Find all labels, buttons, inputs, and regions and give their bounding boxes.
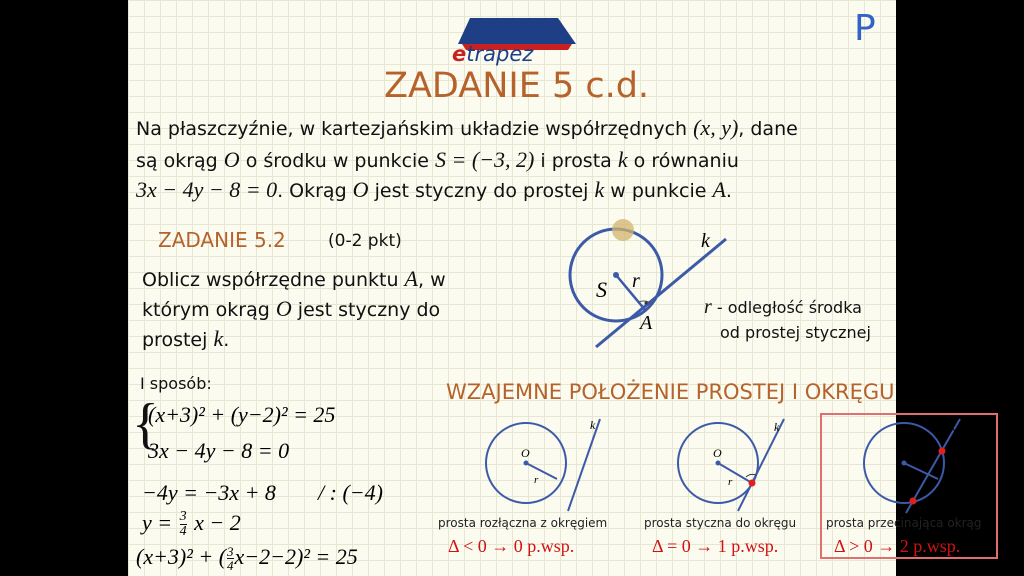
svg-text:r: r <box>534 474 539 486</box>
label-k: k <box>701 230 710 252</box>
tangent-diagram <box>558 215 738 355</box>
cursor-highlight <box>612 219 634 241</box>
case-disjoint-formula: Δ < 0 → 0 p.wsp. <box>448 536 575 556</box>
svg-text:r: r <box>916 476 921 488</box>
case-secant-formula: Δ > 0 → 2 p.wsp. <box>834 536 961 556</box>
equation-4: y = $\frac{3}{4}$ x − 2 <box>142 509 241 540</box>
question-line-1: Oblicz współrzędne punktu A, w <box>142 266 446 291</box>
case-secant-diagram <box>858 415 978 515</box>
legend-line-2: od prostej stycznej <box>720 323 871 342</box>
legend-line-1: r - odległość środka <box>704 296 862 318</box>
subtask-points: (0-2 pkt) <box>328 231 402 251</box>
equation-1: (x+3)² + (y−2)² = 25 <box>148 402 336 427</box>
relations-title: WZAJEMNE POŁOŻENIE PROSTEJ I OKRĘGU <box>446 380 895 404</box>
case-secant-caption: prosta przecinająca okrąg <box>826 516 982 530</box>
svg-text:k: k <box>590 418 596 432</box>
method-label: I sposób: <box>140 374 212 393</box>
question-line-3: prostej k. <box>142 326 230 351</box>
question-line-2: którym okrąg O jest styczny do <box>142 296 441 321</box>
subtask-title: ZADANIE 5.2 <box>158 228 286 252</box>
svg-text:k: k <box>950 420 956 434</box>
case-disjoint-diagram <box>480 415 610 515</box>
svg-text:O: O <box>713 446 722 460</box>
equation-3: −4y = −3x + 8 <box>142 480 276 505</box>
system-brace: { <box>132 393 159 455</box>
problem-line-3: 3x − 4y − 8 = 0. Okrąg O jest styczny do prostej k w punkcie A. <box>136 177 732 202</box>
case-tangent-diagram <box>676 415 806 515</box>
label-r: r <box>632 270 640 292</box>
equation-2: 3x − 4y − 8 = 0 <box>148 438 290 463</box>
svg-text:r: r <box>728 476 733 488</box>
line-k <box>596 239 726 347</box>
svg-text:O: O <box>521 446 530 460</box>
case-tangent-caption: prosta styczna do okręgu <box>644 516 797 530</box>
svg-text:O: O <box>901 446 910 460</box>
case-tangent-formula: Δ = 0 → 1 p.wsp. <box>652 536 779 556</box>
case-disjoint-caption: prosta rozłączna z okręgiem <box>438 516 608 530</box>
equation-5: (x+3)² + ( $\frac{3}{4}$ x−2−2)² = 25 <box>136 544 358 574</box>
problem-line-1: Na płaszczyźnie, w kartezjańskim układzie współrzędnych (x, y), dane <box>136 115 798 140</box>
label-S: S <box>596 277 607 302</box>
logo-text: etrapez <box>452 42 534 66</box>
problem-line-2: są okrąg O o środku w punkcie S = (−3, 2) i prosta k o równaniu <box>136 147 739 172</box>
page-title: ZADANIE 5 c.d. <box>384 66 650 106</box>
label-A: A <box>640 312 653 334</box>
corner-letter: P <box>854 8 876 49</box>
slide <box>128 0 982 576</box>
svg-text:k: k <box>774 420 780 434</box>
radius-r <box>616 275 646 311</box>
equation-3-divide: / : (−4) <box>318 480 383 505</box>
